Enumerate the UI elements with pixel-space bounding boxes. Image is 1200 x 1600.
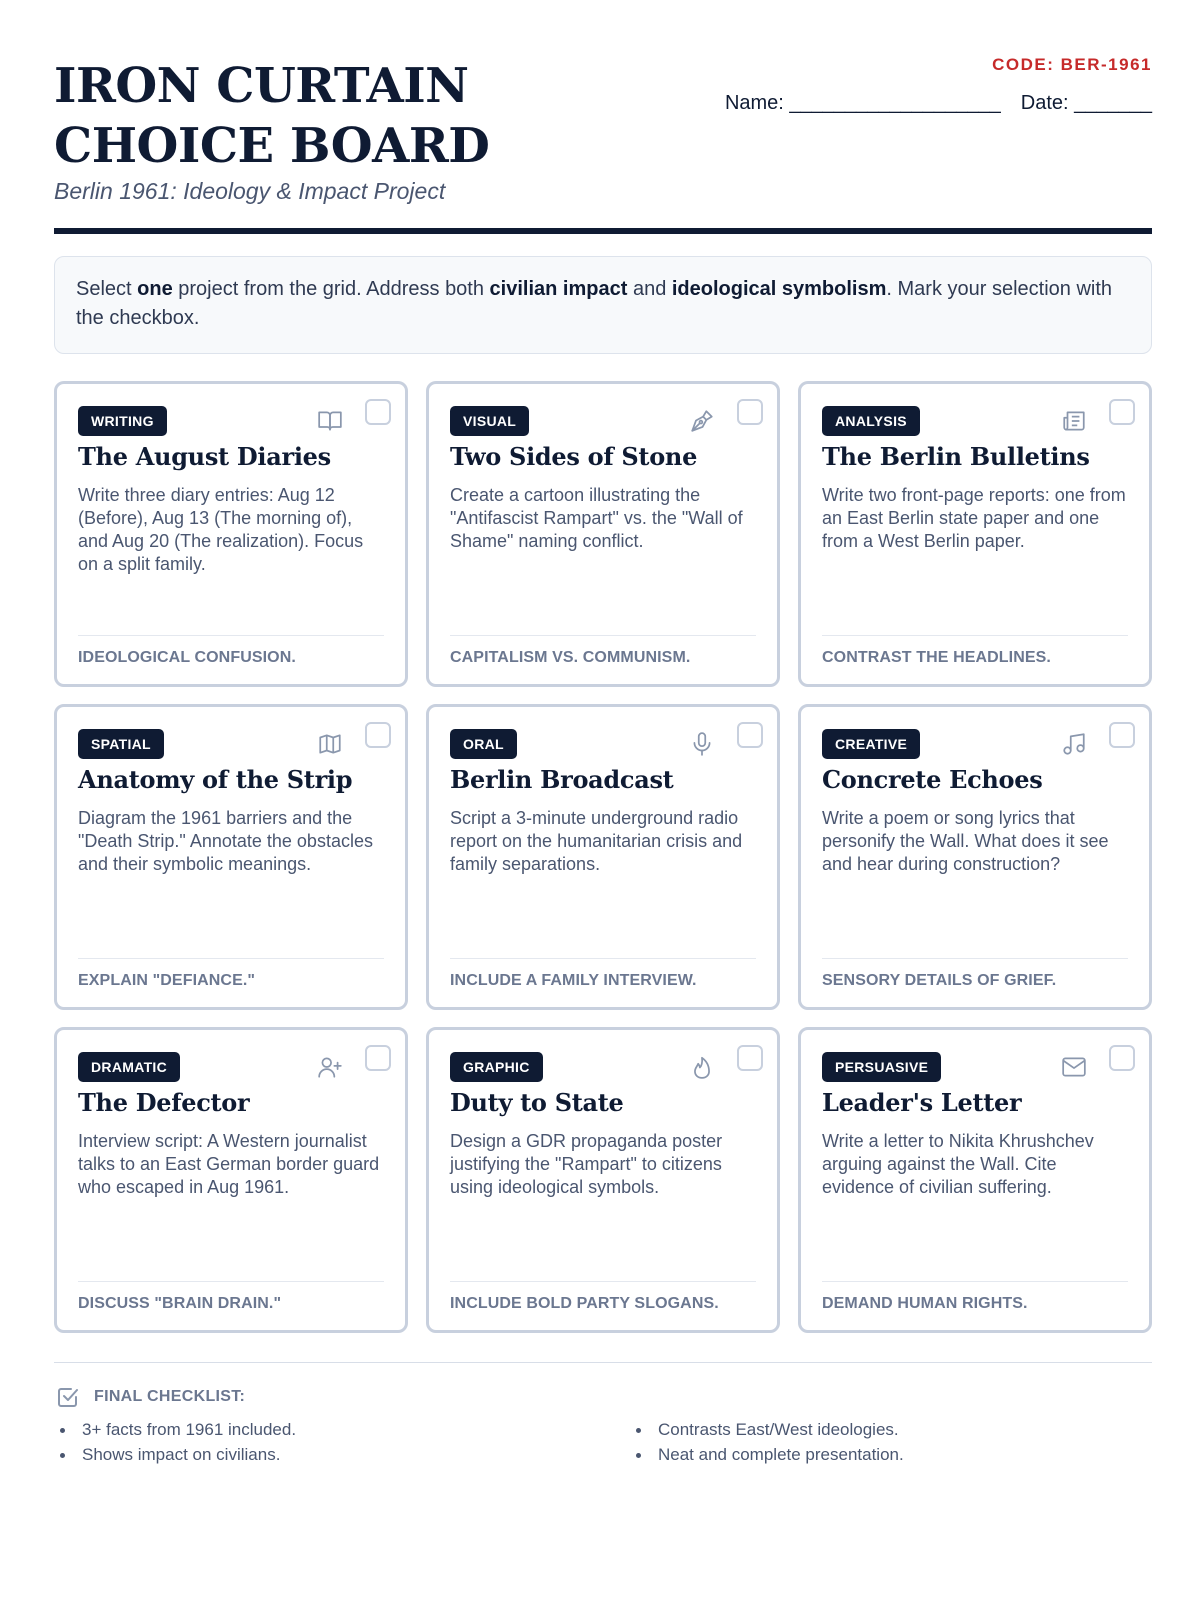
select-checkbox[interactable] [365, 399, 391, 425]
select-checkbox[interactable] [365, 722, 391, 748]
card-title: The Berlin Bulletins [822, 442, 1090, 471]
checklist-header [56, 1384, 245, 1410]
category-tag: WRITING [78, 406, 167, 436]
category-tag: VISUAL [450, 406, 529, 436]
checkbox-icon [56, 1385, 80, 1409]
project-card[interactable] [54, 1027, 408, 1333]
project-card[interactable] [426, 704, 780, 1010]
project-card[interactable] [798, 381, 1152, 687]
instructions-text: project from the grid. Address both [172, 278, 490, 300]
card-description: Interview script: A Western journalist talks to an East German border guard who escaped in Aug 1961. [78, 1131, 380, 1197]
card-focus: DEMAND HUMAN RIGHTS. [822, 1295, 1028, 1312]
date-field[interactable]: Date: _______ [1020, 92, 1152, 114]
card-title: Two Sides of Stone [450, 442, 698, 471]
name-date-fields [725, 92, 1152, 115]
instructions-emphasis: civilian impact [489, 278, 628, 300]
assignment-code: CODE: BER-1961 [992, 55, 1152, 74]
card-focus: DISCUSS "BRAIN DRAIN." [78, 1295, 282, 1312]
card-description: Write a letter to Nikita Khrushchev arguing against the Wall. Cite evidence of civilian suffering. [822, 1131, 1094, 1197]
card-divider [450, 635, 756, 636]
footer-divider [54, 1362, 1152, 1363]
pen-nib-icon [689, 408, 715, 434]
card-divider [822, 958, 1128, 959]
card-description: Create a cartoon illustrating the "Antifascist Rampart" vs. the "Wall of Shame" naming conflict. [450, 485, 743, 551]
project-grid [54, 381, 1152, 1333]
card-divider [78, 1281, 384, 1282]
microphone-icon [689, 731, 715, 757]
page-subtitle: Berlin 1961: Ideology & Impact Project [54, 178, 446, 204]
category-tag: DRAMATIC [78, 1052, 180, 1082]
checklist-left [58, 1417, 296, 1467]
envelope-icon [1061, 1054, 1087, 1080]
project-card[interactable] [426, 381, 780, 687]
checklist-item: Shows impact on civilians. [58, 1442, 296, 1467]
project-card[interactable] [54, 704, 408, 1010]
card-divider [78, 635, 384, 636]
project-card[interactable] [54, 381, 408, 687]
select-checkbox[interactable] [737, 722, 763, 748]
card-focus: SENSORY DETAILS OF GRIEF. [822, 972, 1057, 989]
instructions-box [54, 256, 1152, 354]
newspaper-icon [1061, 408, 1087, 434]
select-checkbox[interactable] [1109, 722, 1135, 748]
card-divider [822, 635, 1128, 636]
project-card[interactable] [798, 704, 1152, 1010]
card-title: Berlin Broadcast [450, 765, 674, 794]
select-checkbox[interactable] [737, 1045, 763, 1071]
choice-board-page [54, 0, 1152, 1464]
instructions-text: Select [76, 278, 138, 300]
checklist-item: Contrasts East/West ideologies. [634, 1417, 904, 1442]
card-title: Duty to State [450, 1088, 624, 1117]
category-tag: ORAL [450, 729, 517, 759]
header [54, 0, 1152, 236]
instructions-emphasis: one [137, 278, 173, 300]
card-description: Write two front-page reports: one from an East Berlin state paper and one from a West Berlin paper. [822, 485, 1126, 551]
card-divider [78, 958, 384, 959]
music-note-icon [1061, 731, 1087, 757]
header-divider [54, 228, 1152, 234]
page-title: IRON CURTAIN CHOICE BOARD [54, 58, 490, 174]
select-checkbox[interactable] [1109, 399, 1135, 425]
card-divider [450, 1281, 756, 1282]
category-tag: ANALYSIS [822, 406, 920, 436]
card-title: Concrete Echoes [822, 765, 1043, 794]
card-focus: IDEOLOGICAL CONFUSION. [78, 649, 296, 666]
select-checkbox[interactable] [737, 399, 763, 425]
category-tag: GRAPHIC [450, 1052, 543, 1082]
checklist-title: FINAL CHECKLIST: [94, 1388, 246, 1405]
card-title: The Defector [78, 1088, 250, 1117]
card-focus: INCLUDE BOLD PARTY SLOGANS. [450, 1295, 719, 1312]
card-description: Design a GDR propaganda poster justifying the "Rampart" to citizens using ideological symbols. [450, 1131, 723, 1197]
checklist-right [634, 1417, 904, 1467]
card-divider [450, 958, 756, 959]
card-divider [822, 1281, 1128, 1282]
name-field[interactable]: Name: ___________________ [724, 92, 1001, 114]
card-focus: INCLUDE A FAMILY INTERVIEW. [450, 972, 697, 989]
instructions-emphasis: ideological symbolism [671, 278, 887, 300]
checklist-item: 3+ facts from 1961 included. [58, 1417, 296, 1442]
instructions-text: and [627, 278, 672, 300]
flame-icon [689, 1054, 715, 1080]
user-plus-icon [317, 1054, 343, 1080]
checklist-item: Neat and complete presentation. [634, 1442, 904, 1467]
card-description: Diagram the 1961 barriers and the "Death Strip." Annotate the obstacles and their symbolic meanings. [78, 808, 373, 874]
card-title: The August Diaries [78, 442, 331, 471]
category-tag: CREATIVE [822, 729, 920, 759]
project-card[interactable] [798, 1027, 1152, 1333]
card-title: Leader's Letter [822, 1088, 1022, 1117]
card-description: Write a poem or song lyrics that personify the Wall. What does it see and hear during construction? [822, 808, 1109, 874]
book-open-icon [317, 408, 343, 434]
instructions-text: . Mark your selection with the checkbox. [76, 278, 1113, 329]
select-checkbox[interactable] [365, 1045, 391, 1071]
card-focus: CAPITALISM VS. COMMUNISM. [450, 649, 691, 666]
card-title: Anatomy of the Strip [78, 765, 353, 794]
card-description: Write three diary entries: Aug 12 (Before), Aug 13 (The morning of), and Aug 20 (The realization). Focus on a split family. [78, 485, 364, 574]
card-focus: EXPLAIN "DEFIANCE." [78, 972, 256, 989]
category-tag: SPATIAL [78, 729, 164, 759]
select-checkbox[interactable] [1109, 1045, 1135, 1071]
map-icon [317, 731, 343, 757]
project-card[interactable] [426, 1027, 780, 1333]
category-tag: PERSUASIVE [822, 1052, 941, 1082]
card-description: Script a 3-minute underground radio report on the humanitarian crisis and family separations. [450, 808, 743, 874]
card-focus: CONTRAST THE HEADLINES. [822, 649, 1051, 666]
